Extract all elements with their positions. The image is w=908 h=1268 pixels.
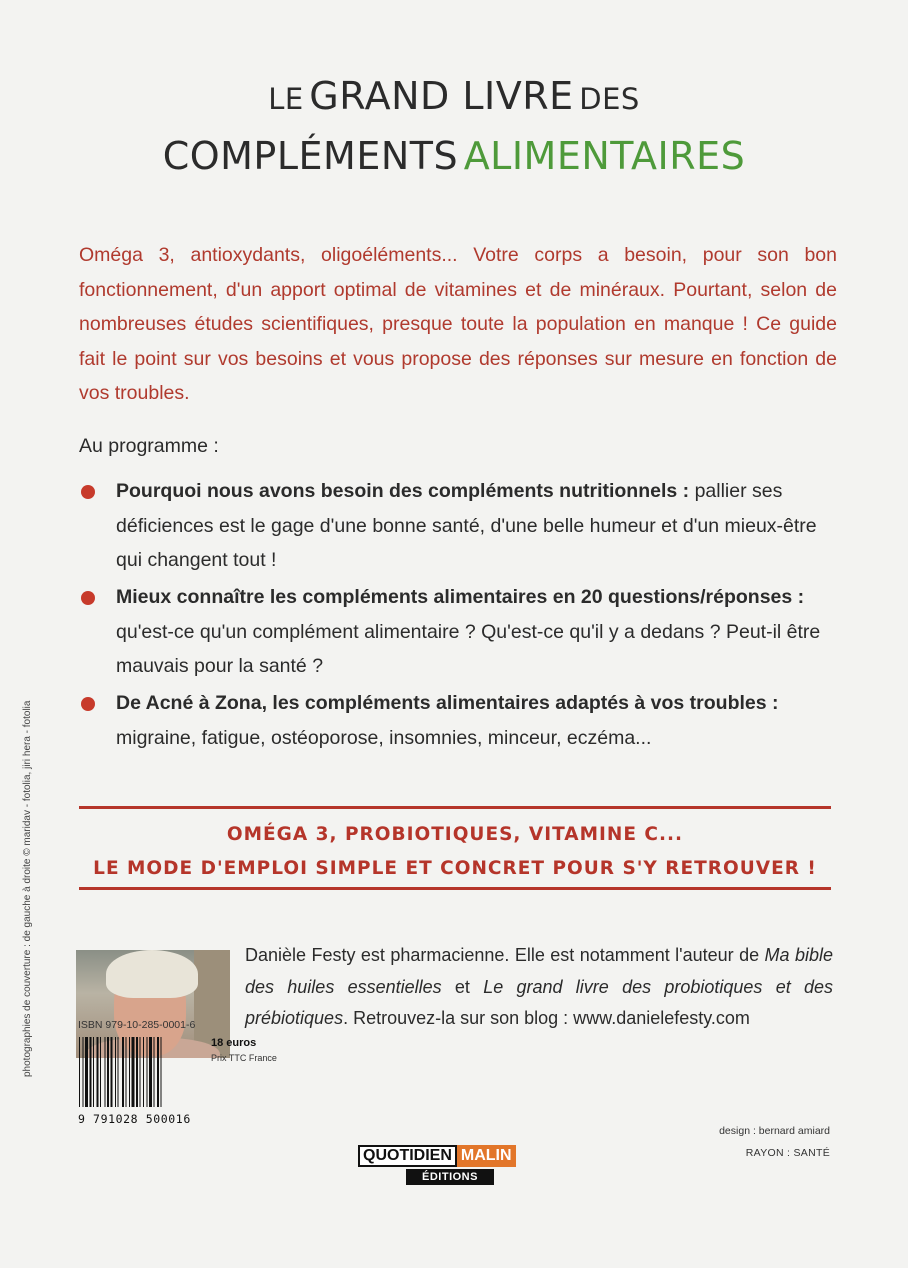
publisher-logo	[358, 1145, 516, 1189]
program-item-lead: Mieux connaître les compléments alimentaires en 20 questions/réponses :	[116, 586, 805, 608]
barcode	[78, 1037, 202, 1121]
program-item-lead: De Acné à Zona, les compléments alimentaires adaptés à vos troubles :	[116, 692, 779, 714]
tagline	[79, 818, 831, 886]
photo-credits: photographies de couverture : de gauche à droite © maridav - fotolia, jiri hera - fotolia	[22, 700, 33, 1077]
author-bio-text: et	[441, 976, 484, 997]
tagline-line2: LE MODE D'EMPLOI SIMPLE ET CONCRET POUR S'Y RETROUVER !	[93, 858, 817, 879]
program-heading: Au programme :	[79, 435, 219, 457]
program-item	[79, 580, 839, 684]
title-le: LE	[268, 82, 304, 116]
design-credit: design : bernard amiard	[719, 1125, 830, 1137]
book-title-2: Le grand livre des probiotiques et des prébiotiques	[245, 976, 833, 1028]
intro-paragraph: Oméga 3, antioxydants, oligoéléments... Votre corps a besoin, pour son bon fonctionnement, d'un apport optimal de vitamines et de minéraux. Pourtant, selon de nombreuses études scientifiques, presque toute la population en manque ! Ce guide fait le point sur vos besoins et vous propose des réponses sur mesure en fonction de vos troubles.	[79, 244, 837, 404]
title-des: DES	[579, 82, 640, 116]
logo-quotidien: QUOTIDIEN	[358, 1145, 457, 1167]
author-bio	[245, 940, 833, 1035]
bullet-dot-icon	[81, 591, 95, 605]
author-bio-text: Danièle Festy est pharmacienne. Elle est notamment l'auteur de	[245, 945, 765, 965]
barcode-number: 9 791028 500016	[78, 1112, 191, 1126]
program-item-text: migraine, fatigue, ostéoporose, insomnies, minceur, eczéma...	[116, 726, 652, 749]
program-item-text: pallier ses déficiences est le gage d'une bonne santé, d'une belle humeur et d'un mieux-être qui changent tout !	[116, 480, 817, 571]
program-item	[79, 686, 839, 755]
book-title	[0, 70, 908, 190]
isbn: ISBN 979-10-285-0001-6	[78, 1019, 196, 1031]
divider-bottom	[79, 887, 831, 890]
price-note: Prix TTC France	[211, 1053, 277, 1063]
logo-malin: MALIN	[457, 1145, 516, 1167]
title-complements: COMPLÉMENTS	[162, 134, 459, 178]
tagline-line1: OMÉGA 3, PROBIOTIQUES, VITAMINE C...	[226, 824, 684, 845]
program-item-lead: Pourquoi nous avons besoin des compléments nutritionnels :	[116, 480, 690, 502]
book-title-1: Ma bible des huiles essentielles	[245, 945, 833, 997]
bullet-dot-icon	[81, 697, 95, 711]
divider-top	[79, 806, 831, 809]
title-grand-livre: GRAND LIVRE	[309, 74, 574, 118]
author-bio-text: . Retrouvez-la sur son blog : www.danielefesty.com	[343, 1008, 750, 1028]
price: 18 euros	[211, 1037, 257, 1049]
logo-editions: ÉDITIONS	[406, 1169, 494, 1185]
title-alimentaires: ALIMENTAIRES	[463, 134, 746, 178]
barcode-icon	[78, 1037, 202, 1107]
program-item	[79, 474, 839, 578]
rayon-label: RAYON : SANTÉ	[745, 1147, 830, 1159]
program-item-text: qu'est-ce qu'un complément alimentaire ? Qu'est-ce qu'il y a dedans ? Peut-il être mauvais pour la santé ?	[116, 620, 821, 677]
bullet-dot-icon	[81, 485, 95, 499]
